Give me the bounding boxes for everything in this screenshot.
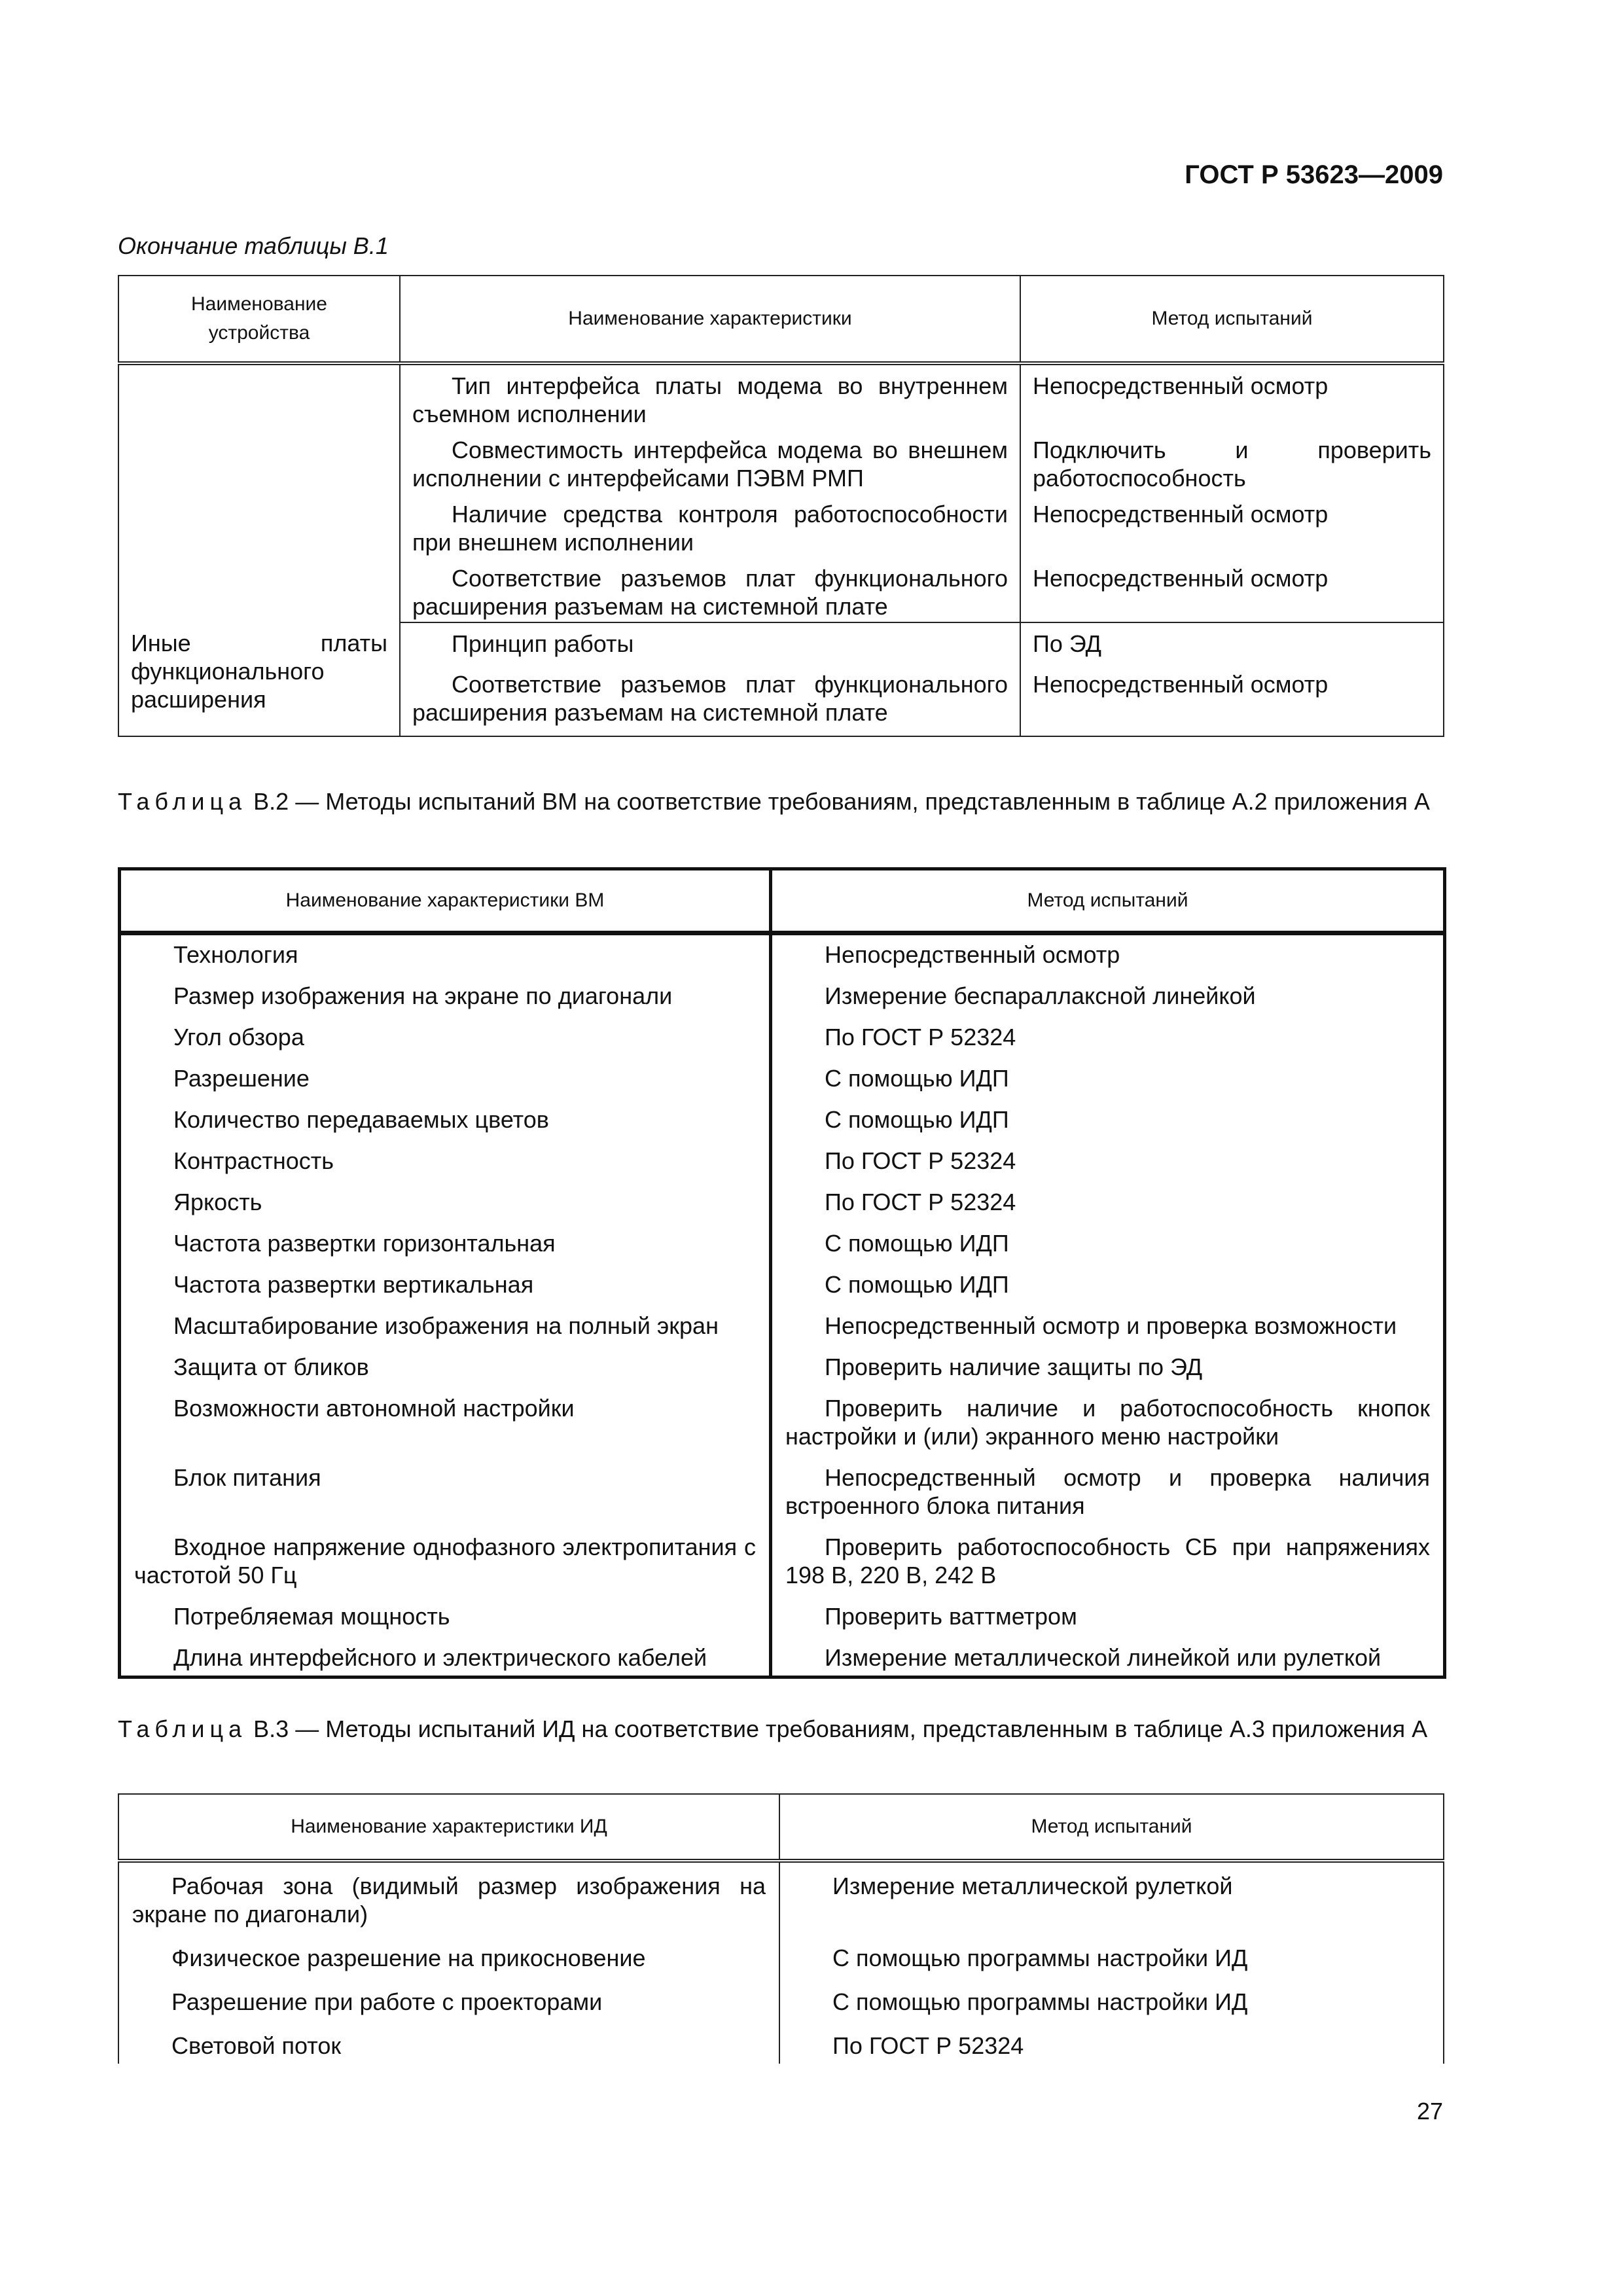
table-row <box>118 2032 1444 2064</box>
method-cell: По ГОСТ Р 52324 <box>771 1147 1445 1188</box>
characteristic-cell: Масштабирование изображения на полный экран <box>120 1312 771 1353</box>
table-row <box>120 1147 1445 1188</box>
characteristic-cell: Совместимость интерфейса модема во внешнем исполнении с интерфейсами ПЭВМ РМП <box>400 436 1020 500</box>
column-header: Наименование характеристики ВМ <box>120 869 771 933</box>
method-cell: По ГОСТ Р 52324 <box>771 1188 1445 1229</box>
column-header: Наименование характеристики <box>400 276 1020 363</box>
table-row <box>120 1229 1445 1270</box>
characteristic-cell: Потребляемая мощность <box>120 1602 771 1643</box>
method-cell: Проверить наличие защиты по ЭД <box>771 1353 1445 1394</box>
table-row <box>118 363 1444 436</box>
column-header: Метод испытаний <box>1020 276 1444 363</box>
method-cell: Непосредственный осмотр и проверка возможности <box>771 1312 1445 1353</box>
method-cell: С помощью ИДП <box>771 1064 1445 1105</box>
table-title: В.2 — Методы испытаний ВМ на соответствие требованиям, представленным в таблице А.2 приложения А <box>247 788 1430 815</box>
characteristic-cell: Количество передаваемых цветов <box>120 1105 771 1147</box>
table-row <box>120 1105 1445 1147</box>
method-cell: Проверить работоспособность СБ при напряжениях 198 В, 220 В, 242 В <box>771 1533 1445 1602</box>
page-number: 27 <box>1416 2098 1443 2125</box>
method-cell: Непосредственный осмотр <box>1020 500 1444 564</box>
method-cell: Непосредственный осмотр <box>771 933 1445 982</box>
table-title: В.3 — Методы испытаний ИД на соответствие требованиям, представленным в таблице А.3 приложения А <box>247 1715 1428 1742</box>
method-cell: По ГОСТ Р 52324 <box>779 2032 1444 2064</box>
method-cell: По ЭД <box>1020 622 1444 670</box>
method-cell: С помощью ИДП <box>771 1270 1445 1312</box>
table-header-row <box>118 276 1444 363</box>
table-row <box>120 1312 1445 1353</box>
characteristic-cell: Принцип работы <box>400 622 1020 670</box>
characteristic-cell: Яркость <box>120 1188 771 1229</box>
characteristic-cell: Возможности автономной настройки <box>120 1394 771 1463</box>
characteristic-cell: Частота развертки горизонтальная <box>120 1229 771 1270</box>
table-b2 <box>118 867 1446 1679</box>
table-row <box>118 1861 1444 1944</box>
table-b3-caption <box>118 1715 1443 1743</box>
column-header: Наименование устройства <box>118 276 400 363</box>
table-row <box>120 982 1445 1023</box>
method-cell: С помощью программы настройки ИД <box>779 1988 1444 2032</box>
characteristic-cell: Длина интерфейсного и электрического кабелей <box>120 1643 771 1677</box>
table-row <box>120 1064 1445 1105</box>
method-cell: Непосредственный осмотр и проверка наличия встроенного блока питания <box>771 1463 1445 1533</box>
method-cell: По ГОСТ Р 52324 <box>771 1023 1445 1064</box>
table-header-row <box>118 1794 1444 1861</box>
characteristic-cell: Частота развертки вертикальная <box>120 1270 771 1312</box>
characteristic-cell: Физическое разрешение на прикосновение <box>118 1944 779 1988</box>
table-b2-caption <box>118 787 1443 816</box>
table-row <box>120 1188 1445 1229</box>
characteristic-cell: Разрешение <box>120 1064 771 1105</box>
characteristic-cell: Контрастность <box>120 1147 771 1188</box>
device-cell <box>118 363 400 622</box>
method-cell: С помощью ИДП <box>771 1229 1445 1270</box>
characteristic-cell: Наличие средства контроля работоспособности при внешнем исполнении <box>400 500 1020 564</box>
table-b3 <box>118 1793 1444 2064</box>
characteristic-cell: Технология <box>120 933 771 982</box>
characteristic-cell: Тип интерфейса платы модема во внутреннем съемном исполнении <box>400 363 1020 436</box>
table-row <box>120 1602 1445 1643</box>
table-header-row <box>120 869 1445 933</box>
characteristic-cell: Разрешение при работе с проекторами <box>118 1988 779 2032</box>
method-cell: С помощью ИДП <box>771 1105 1445 1147</box>
standard-number: ГОСТ Р 53623—2009 <box>1185 160 1443 189</box>
table-row <box>120 1463 1445 1533</box>
column-header: Метод испытаний <box>779 1794 1444 1861</box>
characteristic-cell: Защита от бликов <box>120 1353 771 1394</box>
method-cell: Подключить и проверить работоспособность <box>1020 436 1444 500</box>
table-b1-caption: Окончание таблицы В.1 <box>118 232 389 259</box>
characteristic-cell: Световой поток <box>118 2032 779 2064</box>
characteristic-cell: Угол обзора <box>120 1023 771 1064</box>
table-row <box>120 1023 1445 1064</box>
method-cell: Измерение металлической линейкой или рулеткой <box>771 1643 1445 1677</box>
method-cell: Непосредственный осмотр <box>1020 670 1444 736</box>
method-cell: С помощью программы настройки ИД <box>779 1944 1444 1988</box>
characteristic-cell: Соответствие разъемов плат функционального расширения разъемам на системной плате <box>400 564 1020 622</box>
table-row <box>120 1643 1445 1677</box>
method-cell: Измерение металлической рулеткой <box>779 1861 1444 1944</box>
method-cell: Измерение беспараллаксной линейкой <box>771 982 1445 1023</box>
table-row <box>120 1394 1445 1463</box>
characteristic-cell: Блок питания <box>120 1463 771 1533</box>
column-header: Наименование характеристики ИД <box>118 1794 779 1861</box>
table-row <box>120 1270 1445 1312</box>
method-cell: Непосредственный осмотр <box>1020 564 1444 622</box>
table-row <box>120 1353 1445 1394</box>
characteristic-cell: Рабочая зона (видимый размер изображения на экране по диагонали) <box>118 1861 779 1944</box>
table-row <box>118 622 1444 670</box>
column-header: Метод испытаний <box>771 869 1445 933</box>
characteristic-cell: Размер изображения на экране по диагонали <box>120 982 771 1023</box>
table-row <box>118 1944 1444 1988</box>
table-row <box>120 1533 1445 1602</box>
table-row <box>118 1988 1444 2032</box>
device-cell: Иные платы функционального расширения <box>118 622 400 736</box>
characteristic-cell: Соответствие разъемов плат функционального расширения разъемам на системной плате <box>400 670 1020 736</box>
method-cell: Непосредственный осмотр <box>1020 363 1444 436</box>
table-row <box>120 933 1445 982</box>
table-label: Таблица <box>118 1715 247 1742</box>
method-cell: Проверить ваттметром <box>771 1602 1445 1643</box>
table-b1 <box>118 275 1444 737</box>
characteristic-cell: Входное напряжение однофазного электропитания с частотой 50 Гц <box>120 1533 771 1602</box>
method-cell: Проверить наличие и работоспособность кнопок настройки и (или) экранного меню настройки <box>771 1394 1445 1463</box>
table-label: Таблица <box>118 788 247 815</box>
